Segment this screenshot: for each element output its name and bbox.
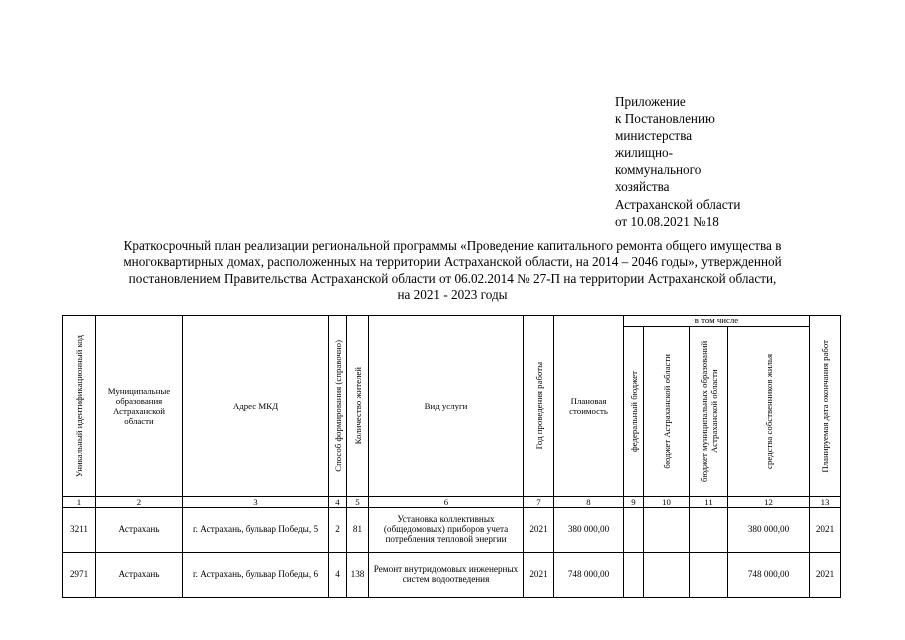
header-federal: федеральный бюджет [624,327,644,497]
title-line: многоквартирных домах, расположенных на территории Астраханской области, на 2014 – 2046 годы», утвержденной [123,254,782,270]
title-line: постановлением Правительства Астраханской области от 06.02.2014 № 27-П на территории Астраханской области, [128,270,777,286]
cell-end-date: 2021 [810,508,841,553]
cell-owners: 748 000,00 [728,553,810,598]
appendix-line: коммунального [615,162,702,178]
cell-code: 2971 [63,553,96,598]
appendix-line: хозяйства [615,179,670,195]
header-row [63,316,841,327]
header-municipality: Муниципальные образования Астраханской области [96,316,183,497]
header-method: Способ формирования (справочно) [329,316,347,497]
cell-method: 2 [329,508,347,553]
column-number: 7 [524,497,554,508]
appendix-line: от 10.08.2021 №18 [615,213,719,229]
table-row [63,553,841,598]
appendix-line: к Постановлению [615,111,715,127]
plan-table [62,315,841,598]
cell-end-date: 2021 [810,553,841,598]
header-including: в том числе [624,316,810,327]
column-number: 5 [347,497,369,508]
column-number: 4 [329,497,347,508]
header-owners: средства собственников жилья [728,327,810,497]
cell-year: 2021 [524,553,554,598]
header-residents: Количество жителей [347,316,369,497]
cell-municipal [690,553,728,598]
appendix-line: министерства [615,128,693,144]
header-code: Уникальный идентификационный код [63,316,96,497]
cell-regional [644,508,690,553]
cell-year: 2021 [524,508,554,553]
column-number: 3 [183,497,329,508]
appendix-line: Приложение [615,94,686,109]
header-cost: Плановая стоимость [554,316,624,497]
cell-federal [624,508,644,553]
cell-owners: 380 000,00 [728,508,810,553]
appendix-line: Астраханской области [615,196,741,212]
cell-address: г. Астрахань, бульвар Победы, 6 [183,553,329,598]
column-number: 8 [554,497,624,508]
table-row [63,508,841,553]
title-line: на 2021 - 2023 годы [397,287,508,303]
column-number: 6 [369,497,524,508]
column-number: 12 [728,497,810,508]
cell-residents: 138 [347,553,369,598]
column-number: 11 [690,497,728,508]
column-number: 9 [624,497,644,508]
header-year: Год проведения работы [524,316,554,497]
cell-municipality: Астрахань [96,553,183,598]
appendix-block [615,93,785,230]
cell-address: г. Астрахань, бульвар Победы, 5 [183,508,329,553]
title-line: Краткосрочный план реализации региональной программы «Проведение капитального ремонта общего имущества в [123,238,782,253]
header-address: Адрес МКД [183,316,329,497]
cell-federal [624,553,644,598]
document-title [60,238,845,304]
column-number: 10 [644,497,690,508]
cell-municipality: Астрахань [96,508,183,553]
cell-cost: 380 000,00 [554,508,624,553]
header-municipal: бюджет муниципальных образований Астраханской области [690,327,728,497]
cell-municipal [690,508,728,553]
header-end-date: Планируемая дата окончания работ [810,316,841,497]
column-number-row [63,497,841,508]
column-number: 1 [63,497,96,508]
cell-method: 4 [329,553,347,598]
header-service: Вид услуги [369,316,524,497]
cell-cost: 748 000,00 [554,553,624,598]
column-number: 2 [96,497,183,508]
cell-service: Ремонт внутридомовых инженерных систем водоотведения [369,553,524,598]
appendix-line: жилищно- [615,145,674,161]
cell-code: 3211 [63,508,96,553]
header-regional: бюджет Астраханской области [644,327,690,497]
cell-regional [644,553,690,598]
column-number: 13 [810,497,841,508]
cell-service: Установка коллективных (общедомовых) приборов учета потребления тепловой энергии [369,508,524,553]
cell-residents: 81 [347,508,369,553]
